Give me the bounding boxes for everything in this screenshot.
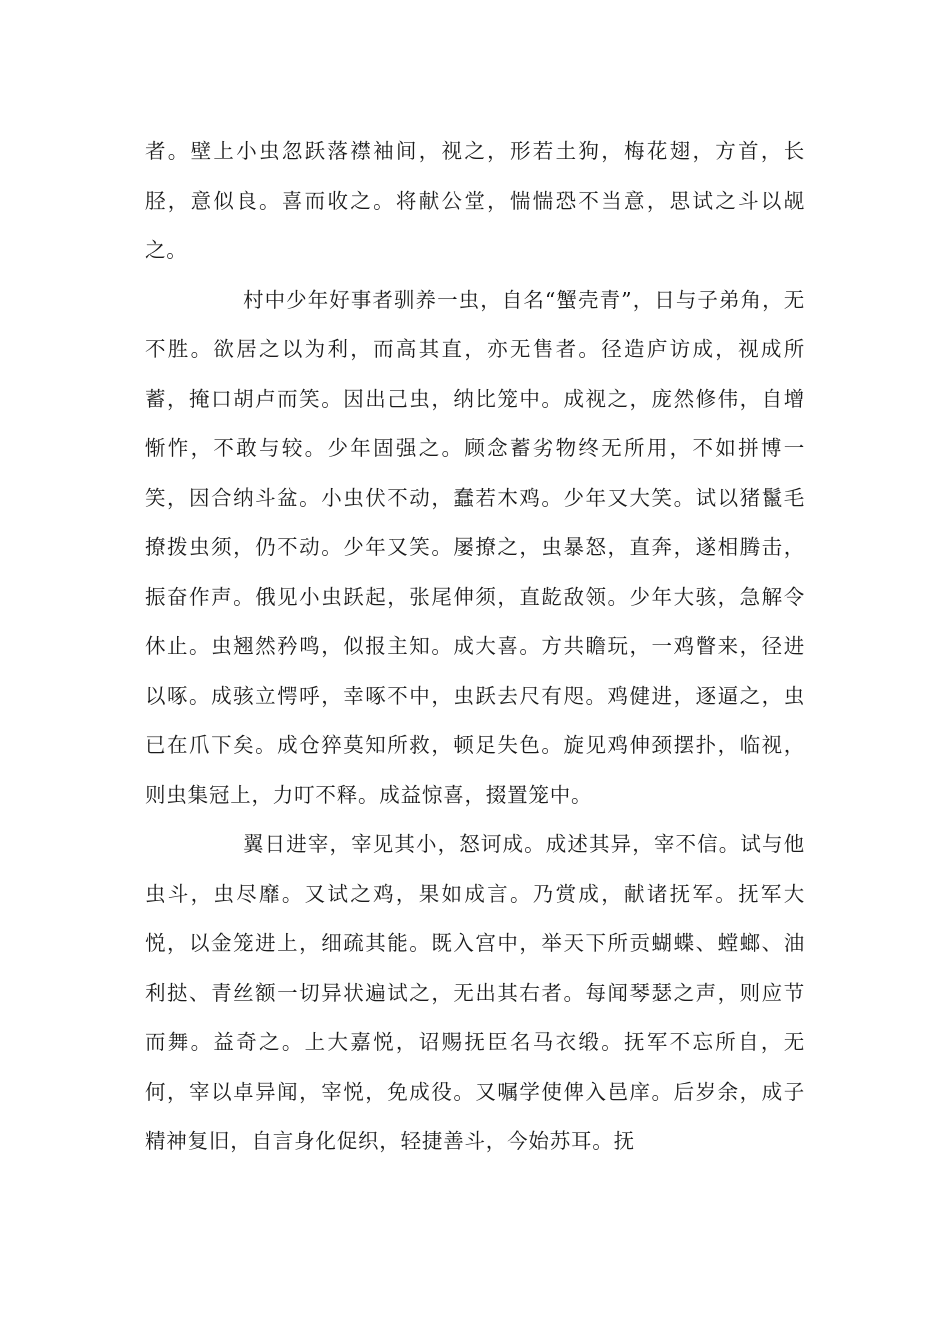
paragraph-3: 翼日进宰，宰见其小，怒诃成。成述其异，宰不信。试与他虫斗，虫尽靡。又试之鸡，果如成言。乃赏成，献诸抚军。抚军大悦，以金笼进上，细疏其能。既入宫中，举天下所贡蝴蝶、螳螂、油利挞、青丝额一切异状遍试之，无出其右者。每闻琴瑟之声，则应节而舞。益奇之。上大嘉悦，诏赐抚臣名马衣缎。抚军不忘所自，无何，宰以卓异闻，宰悦，免成役。又嘱学使俾入邑庠。后岁余，成子精神复旧，自言身化促织，轻捷善斗，今始苏耳。抚 xyxy=(145,832,805,1153)
paragraph-1: 者。壁上小虫忽跃落襟袖间，视之，形若土狗，梅花翅，方首，长胫，意似良。喜而收之。将献公堂，惴惴恐不当意，思试之斗以觇之。 xyxy=(145,139,805,262)
paragraph-2: 村中少年好事者驯养一虫，自名“蟹壳青”，日与子弟角，无不胜。欲居之以为利，而高其直，亦无售者。径造庐访成，视成所蓄，掩口胡卢而笑。因出己虫，纳比笼中。成视之，庞然修伟，自增惭怍，不敢与较。少年固强之。顾念蓄劣物终无所用，不如拼博一笑，因合纳斗盆。小虫伏不动，蠢若木鸡。少年又大笑。试以猪鬣毛撩拨虫须，仍不动。少年又笑。屡撩之，虫暴怒，直奔，遂相腾击，振奋作声。俄见小虫跃起，张尾伸须，直龁敌领。少年大骇，急解令休止。虫翘然矜鸣，似报主知。成大喜。方共瞻玩，一鸡瞥来，径进以啄。成骇立愕呼，幸啄不中，虫跃去尺有咫。鸡健进，逐逼之，虫已在爪下矣。成仓猝莫知所救，顿足失色。旋见鸡伸颈摆扑，临视，则虫集冠上，力叮不释。成益惊喜，掇置笼中。 xyxy=(145,287,805,807)
document-page xyxy=(145,127,805,1167)
